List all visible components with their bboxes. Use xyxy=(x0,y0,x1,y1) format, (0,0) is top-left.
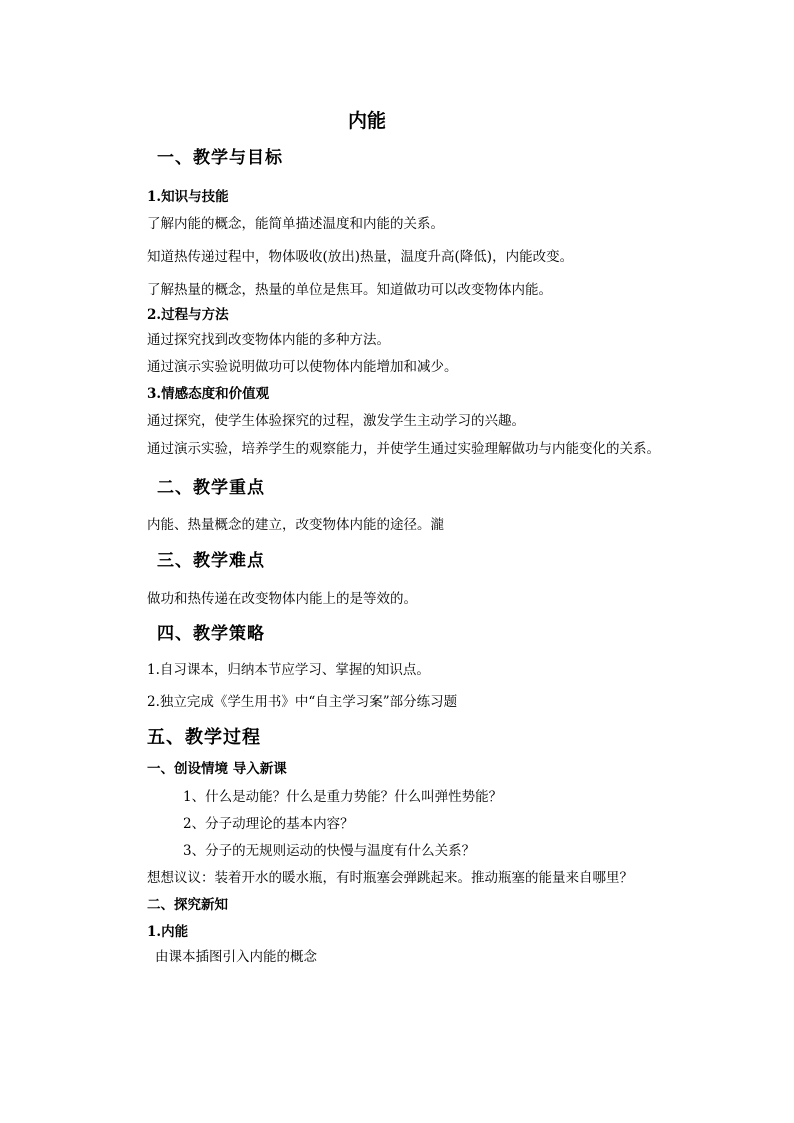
paragraph: 通过探究找到改变物体内能的多种方法。 xyxy=(147,332,390,348)
section-heading-process: 五、教学过程 xyxy=(147,727,261,748)
list-item: 2.独立完成《学生用书》中“自主学习案”部分练习题 xyxy=(147,694,458,710)
paragraph: 通过探究，使学生体验探究的过程，激发学生主动学习的兴趣。 xyxy=(147,413,525,429)
paragraph: 内能、热量概念的建立，改变物体内能的途径。瀧 xyxy=(147,517,444,533)
page-title: 内能 xyxy=(347,110,386,132)
list-item: 3、分子的无规则运动的快慢与温度有什么关系？ xyxy=(183,843,476,859)
subheading-explore: 二、探究新知 xyxy=(147,897,228,913)
section-heading-strategy: 四、教学策略 xyxy=(157,624,265,644)
subheading-internal-energy: 1.内能 xyxy=(147,924,189,940)
subheading-intro: 一、创设情境 导入新课 xyxy=(147,761,287,777)
section-heading-keypoints: 二、教学重点 xyxy=(157,478,265,498)
paragraph: 了解热量的概念，热量的单位是焦耳。知道做功可以改变物体内能。 xyxy=(147,282,552,298)
list-item: 2、分子动理论的基本内容？ xyxy=(183,816,354,832)
paragraph: 了解内能的概念，能简单描述温度和内能的关系。 xyxy=(147,216,444,232)
paragraph: 通过演示实验说明做功可以使物体内能增加和减少。 xyxy=(147,359,458,375)
paragraph: 想想议议：装着开水的暖水瓶，有时瓶塞会弹跳起来。推动瓶塞的能量来自哪里？ xyxy=(147,870,633,886)
section-heading-goals: 一、教学与目标 xyxy=(157,148,283,168)
subheading-process: 2.过程与方法 xyxy=(147,307,229,323)
paragraph: 做功和热传递在改变物体内能上的是等效的。 xyxy=(147,591,417,607)
list-item: 1、什么是动能？什么是重力势能？什么叫弹性势能？ xyxy=(183,789,503,805)
list-item: 1.自习课本，归纳本节应学习、掌握的知识点。 xyxy=(147,662,430,678)
subheading-knowledge: 1.知识与技能 xyxy=(147,189,229,205)
section-heading-difficulties: 三、教学难点 xyxy=(157,551,265,571)
paragraph: 通过演示实验，培养学生的观察能力，并使学生通过实验理解做功与内能变化的关系。 xyxy=(147,441,660,457)
paragraph: 由课本插图引入内能的概念 xyxy=(155,949,317,965)
subheading-attitude: 3.情感态度和价值观 xyxy=(147,386,270,402)
paragraph: 知道热传递过程中，物体吸收(放出)热量，温度升高(降低)，内能改变。 xyxy=(147,249,574,265)
